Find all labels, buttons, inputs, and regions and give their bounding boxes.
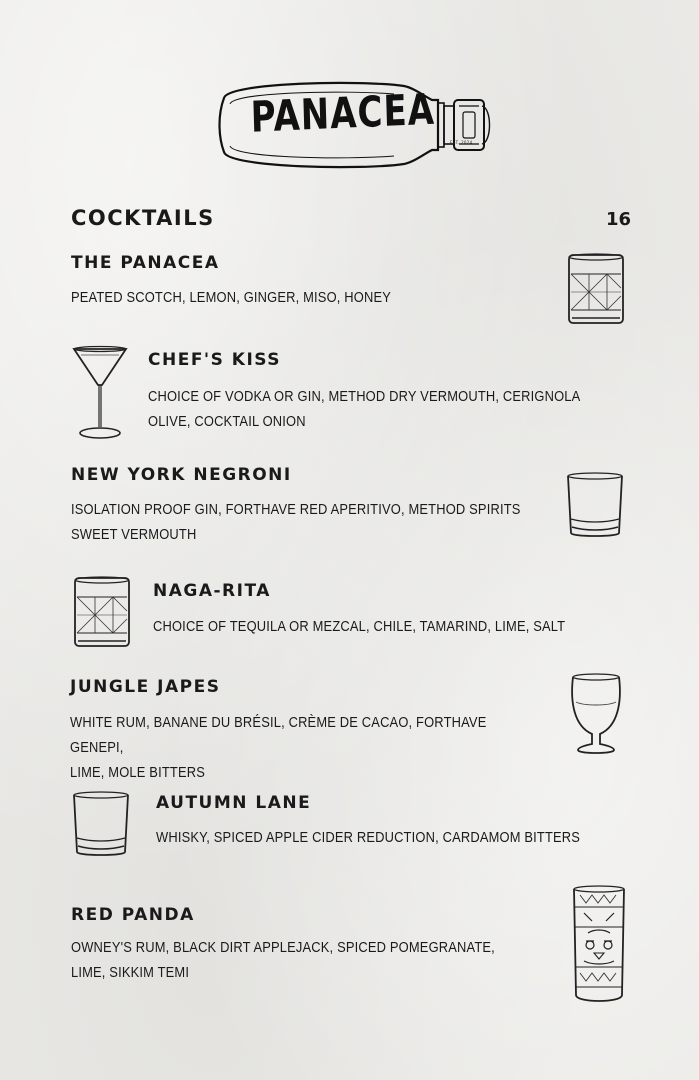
rocks-glass-icon [565, 471, 625, 541]
cocktail-name: RED PANDA [71, 905, 195, 925]
ingredients-line: WHITE RUM, BANANE DU BRÉSIL, CRÈME DE CACAO, FORTHAVE GENEPI, [70, 714, 487, 756]
cocktail-name: THE PANACEA [71, 253, 220, 273]
ingredients-line: SWEET VERMOUTH [71, 526, 197, 543]
panacea-bottle-logo [214, 76, 492, 172]
cocktail-ingredients [148, 384, 612, 434]
cocktail-ingredients [71, 497, 535, 547]
cocktail-ingredients [156, 825, 620, 850]
crystal-rocks-glass-icon [566, 252, 626, 326]
ingredients-line: LIME, MOLE BITTERS [70, 764, 205, 781]
ingredients-line: CHOICE OF TEQUILA OR MEZCAL, CHILE, TAMARIND, LIME, SALT [153, 618, 566, 635]
cocktail-ingredients [71, 285, 535, 310]
section-price: 16 [606, 209, 632, 230]
cocktail-name: JUNGLE JAPES [70, 677, 221, 697]
ingredients-line: PEATED SCOTCH, LEMON, GINGER, MISO, HONEY [71, 289, 392, 306]
cocktail-ingredients [153, 614, 617, 639]
tiki-mug-icon [570, 883, 628, 1007]
brand-name: PANACEA [250, 84, 436, 143]
rocks-glass-icon [71, 790, 131, 860]
cocktail-name: NAGA-RITA [153, 581, 271, 601]
ingredients-line: LIME, SIKKIM TEMI [71, 964, 190, 981]
ingredients-line: CHOICE OF VODKA OR GIN, METHOD DRY VERMOUTH, CERIGNOLA [148, 388, 581, 405]
cocktail-name: AUTUMN LANE [156, 793, 312, 813]
cocktail-ingredients [70, 710, 534, 785]
ingredients-line: WHISKY, SPICED APPLE CIDER REDUCTION, CARDAMOM BITTERS [156, 829, 581, 846]
martini-glass-icon [72, 345, 128, 441]
ingredients-line: OWNEY'S RUM, BLACK DIRT APPLEJACK, SPICED POMEGRANATE, [71, 939, 495, 956]
crystal-rocks-glass-icon [72, 575, 132, 649]
cocktail-name: CHEF'S KISS [148, 350, 282, 370]
ingredients-line: OLIVE, COCKTAIL ONION [148, 413, 306, 430]
cocktail-ingredients [71, 935, 535, 985]
section-title: COCKTAILS [71, 206, 215, 230]
cocktail-name: NEW YORK NEGRONI [71, 465, 292, 485]
ingredients-line: ISOLATION PROOF GIN, FORTHAVE RED APERITIVO, METHOD SPIRITS [71, 501, 521, 518]
brand-established: EST. 2024 [450, 140, 473, 145]
snifter-glass-icon [568, 672, 624, 756]
